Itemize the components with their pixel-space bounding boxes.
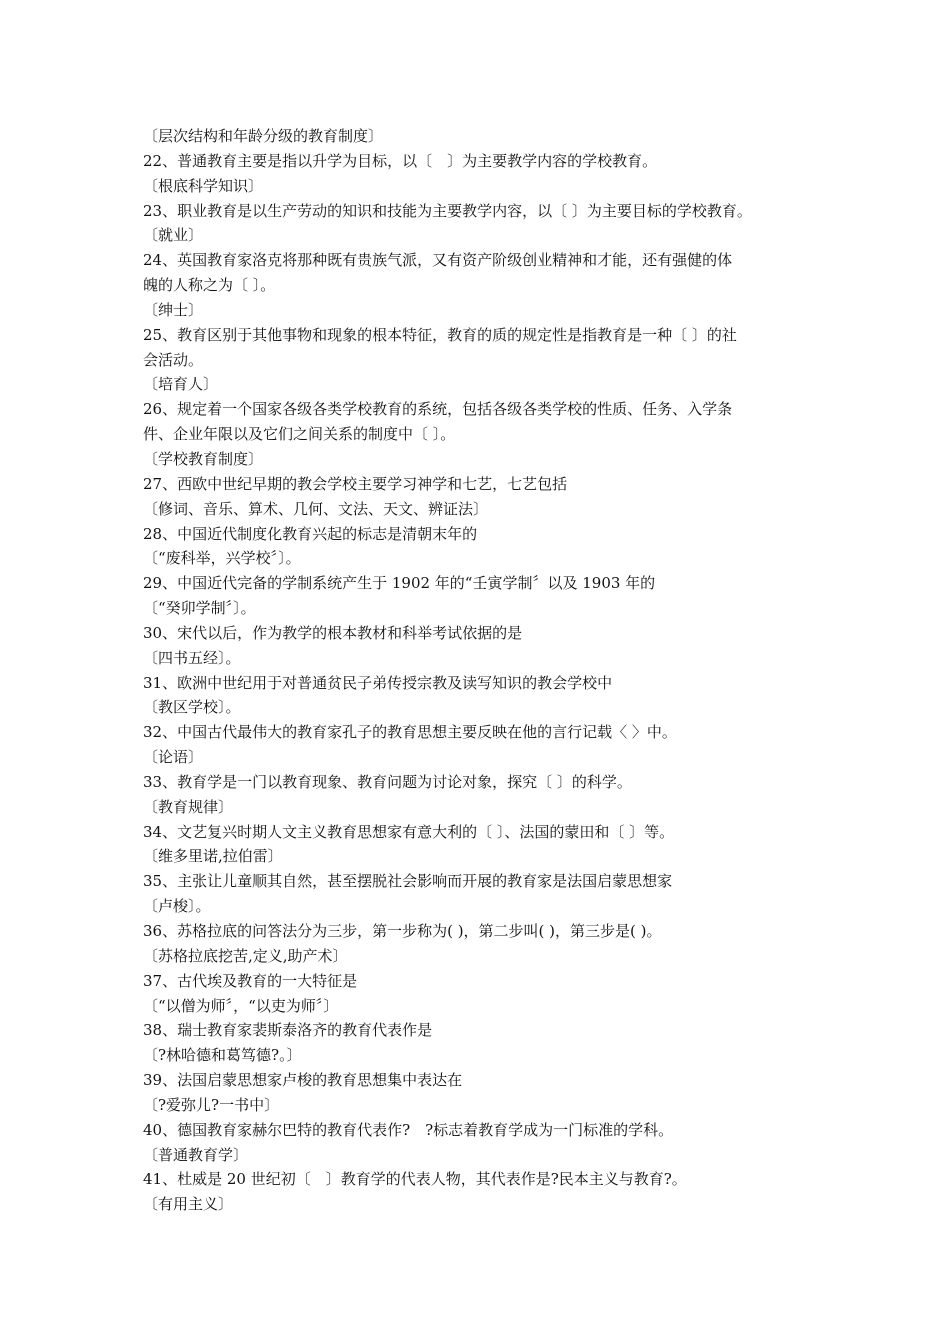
text-line: 〔绅士〕 [143,300,204,319]
text-line: 31、欧洲中世纪用于对普通贫民子弟传授宗教及读写知识的教会学校中 [143,673,613,692]
text-line: 29、中国近代完备的学制系统产生于 1902 年的“壬寅学制〞以及 1903 年的 [143,574,656,593]
text-line: 〔就业〕 [143,226,204,245]
text-line: 39、法国启蒙思想家卢梭的教育思想集中表达在 [143,1071,463,1090]
text-line: 会活动。 [143,350,204,369]
text-line: 26、规定着一个国家各级各类学校教育的系统，包括各级各类学校的性质、任务、入学条 [143,400,733,419]
text-line: 32、中国古代最伟大的教育家孔子的教育思想主要反映在他的言行记载〈 〉中。 [143,723,677,742]
document-body [143,124,823,1217]
text-line: 〔有用主义〕 [143,1195,234,1214]
text-line: 〔“废科举，兴学校〞〕。 [143,549,301,568]
text-line: 〔学校教育制度〕 [143,449,264,468]
text-line: 22、普通教育主要是指以升学为目标，以〔 〕为主要教学内容的学校教育。 [143,151,658,170]
text-line: 23、职业教育是以生产劳动的知识和技能为主要教学内容，以〔 〕为主要目标的学校教育。 [143,201,752,220]
text-line: 〔维多里诺,拉伯雷〕 [143,847,283,866]
text-line: 〔论语〕 [143,748,204,767]
text-line: 40、德国教育家赫尔巴特的教育代表作? ?标志着教育学成为一门标准的学科。 [143,1120,674,1139]
text-line: 33、教育学是一门以教育现象、教育问题为讨论对象，探究〔 〕的科学。 [143,772,632,791]
text-line: 35、主张让儿童顺其自然，甚至摆脱社会影响而开展的教育家是法国启蒙思想家 [143,872,673,891]
text-line: 36、苏格拉底的问答法分为三步，第一步称为( )，第二步叫( )，第三步是( )。 [143,922,662,940]
text-line: 件、企业年限以及它们之间关系的制度中〔 〕。 [143,425,456,444]
text-line: 〔“癸卯学制〞〕。 [143,599,256,618]
text-line: 〔卢梭〕。 [143,897,211,916]
text-line: 〔层次结构和年龄分级的教育制度〕 [143,127,384,145]
text-line: 24、英国教育家洛克将那种既有贵族气派，又有资产阶级创业精神和才能，还有强健的体 [143,251,733,270]
text-line: 〔教育规律〕 [143,797,234,816]
text-line: 25、教育区别于其他事物和现象的根本特征，教育的质的规定性是指教育是一种〔 〕的社 [143,325,737,344]
text-line: 〔教区学校〕。 [143,698,241,717]
text-line: 〔普通教育学〕 [143,1145,249,1164]
text-line: 37、古代埃及教育的一大特征是 [143,971,358,990]
text-line: 〔“以僧为师〞，“以吏为师〞〕 [143,996,339,1015]
text-line: 41、杜威是 20 世纪初〔 〕教育学的代表人物，其代表作是?民本主义与教育?。 [143,1170,687,1189]
text-line: 〔根底科学知识〕 [143,176,264,195]
text-line: 〔?林哈德和葛笃德?。〕 [143,1046,302,1065]
text-line: 魄的人称之为〔 〕。 [143,276,276,295]
text-line: 27、西欧中世纪早期的教会学校主要学习神学和七艺，七艺包括 [143,474,568,493]
text-line: 38、瑞士教育家裴斯泰洛齐的教育代表作是 [143,1021,433,1040]
text-line: 〔苏格拉底挖苦,定义,助产术〕 [143,946,348,965]
text-line: 〔?爱弥儿?一书中〕 [143,1095,280,1114]
text-line: 34、文艺复兴时期人文主义教育思想家有意大利的〔 〕、法国的蒙田和〔 〕等。 [143,822,675,841]
text-line: 〔四书五经〕。 [143,648,241,667]
text-line: 〔修词、音乐、算术、几何、文法、天文、辨证法〕 [143,499,489,518]
text-line: 〔培育人〕 [143,375,219,394]
text-line: 30、宋代以后，作为教学的根本教材和科举考试依据的是 [143,623,523,642]
text-line: 28、中国近代制度化教育兴起的标志是清朝末年的 [143,524,478,543]
